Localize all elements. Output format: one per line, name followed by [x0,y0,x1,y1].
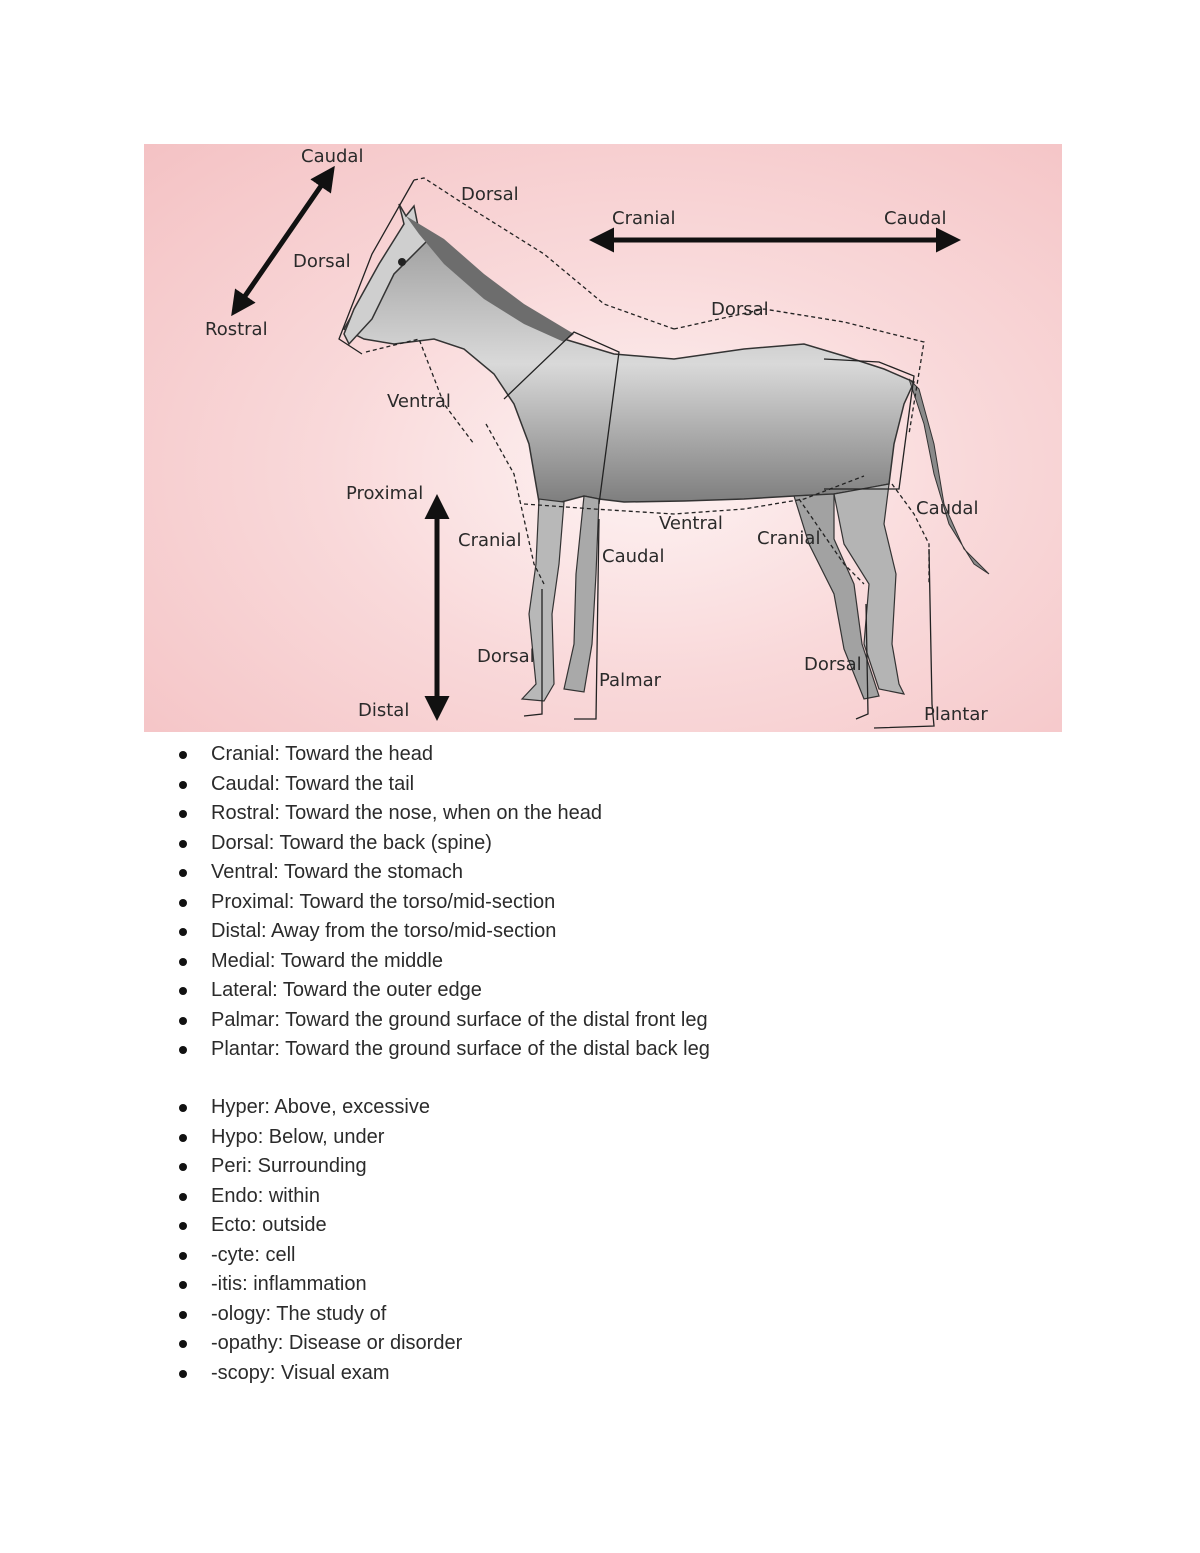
term-item [0,1093,462,1123]
label-proximal: Proximal [346,483,424,504]
term-item [0,976,710,1006]
label-rostral: Rostral [205,319,268,340]
bullet-icon [179,1340,187,1348]
term-item [0,1152,462,1182]
bullet-icon [179,1017,187,1025]
label-dorsal-front-leg: Dorsal [477,646,535,667]
bullet-icon [179,840,187,848]
label-cranial-axis: Cranial [612,208,676,229]
bullet-icon [179,1281,187,1289]
bullet-icon [179,1134,187,1142]
horse-body [344,224,914,504]
term-text: Distal: Away from the torso/mid-section [211,920,557,942]
term-text: Rostral: Toward the nose, when on the head [211,802,602,824]
term-item [0,888,710,918]
bullet-icon [179,1222,187,1230]
horse-front-leg-left [522,499,564,701]
horse-front-leg-right [564,496,599,692]
term-text: Ventral: Toward the stomach [211,861,463,883]
horse-diagram-svg [144,144,1062,732]
term-item [0,740,710,770]
term-item [0,1006,710,1036]
bullet-icon [179,1370,187,1378]
bullet-icon [179,810,187,818]
label-ventral-belly: Ventral [659,513,723,534]
term-text: -cyte: cell [211,1243,296,1266]
label-dorsal-neck: Dorsal [293,251,351,272]
bullet-icon [179,928,187,936]
label-plantar: Plantar [924,704,988,725]
term-item [0,799,710,829]
term-item [0,1035,710,1065]
term-text: Hypo: Below, under [211,1125,385,1148]
term-item [0,1182,462,1212]
label-cranial-rear: Cranial [757,528,821,549]
bullet-icon [179,1311,187,1319]
bullet-icon [179,751,187,759]
term-item [0,1270,462,1300]
term-item [0,1300,462,1330]
term-text: Palmar: Toward the ground surface of the distal front leg [211,1008,708,1031]
bullet-icon [179,1104,187,1112]
term-text: Proximal: Toward the torso/mid-section [211,890,556,913]
label-distal: Distal [358,700,410,721]
horse-illustration [344,204,989,701]
bullet-icon [179,1046,187,1054]
label-dorsal-back: Dorsal [711,299,769,320]
term-item [0,1123,462,1153]
horse-eye [398,258,406,266]
label-caudal-tail: Caudal [916,498,979,519]
term-item [0,1211,462,1241]
label-caudal-top: Caudal [301,146,364,167]
term-item [0,1359,462,1389]
term-item [0,1329,462,1359]
bullet-icon [179,899,187,907]
bullet-icon [179,1163,187,1171]
horse-anatomy-diagram [144,144,1062,732]
label-caudal-front: Caudal [602,546,665,567]
label-palmar: Palmar [599,670,662,691]
term-item [0,829,710,859]
horse-tail [909,379,989,574]
term-text: Dorsal: Toward the back (spine) [211,831,492,854]
label-caudal-axis: Caudal [884,208,947,229]
label-cranial-front: Cranial [458,530,522,551]
term-text: Cranial: Toward the head [211,743,433,765]
label-dorsal-head: Dorsal [461,184,519,205]
term-text: -ology: The study of [211,1302,387,1325]
bullet-icon [179,1252,187,1260]
term-text: Medial: Toward the middle [211,949,443,972]
bullet-icon [179,958,187,966]
term-item [0,858,710,888]
caudal-rostral-arrow [234,170,332,312]
bullet-icon [179,1193,187,1201]
term-text: Plantar: Toward the ground surface of the distal back leg [211,1038,710,1060]
term-text: Ecto: outside [211,1214,327,1236]
term-text: Caudal: Toward the tail [211,772,415,795]
term-item [0,917,710,947]
term-text: -scopy: Visual exam [211,1361,390,1384]
term-text: -itis: inflammation [211,1273,367,1295]
bullet-icon [179,869,187,877]
affix-terms-list [0,1093,462,1388]
bullet-icon [179,781,187,789]
term-text: Peri: Surrounding [211,1155,367,1177]
bullet-icon [179,987,187,995]
term-item [0,770,710,800]
term-text: -opathy: Disease or disorder [211,1332,463,1354]
term-text: Endo: within [211,1184,320,1207]
term-text: Hyper: Above, excessive [211,1096,430,1118]
directional-terms-list [0,740,710,1065]
term-item [0,1241,462,1271]
label-ventral-neck: Ventral [387,391,451,412]
label-dorsal-rear-leg: Dorsal [804,654,862,675]
term-item [0,947,710,977]
term-text: Lateral: Toward the outer edge [211,979,482,1001]
